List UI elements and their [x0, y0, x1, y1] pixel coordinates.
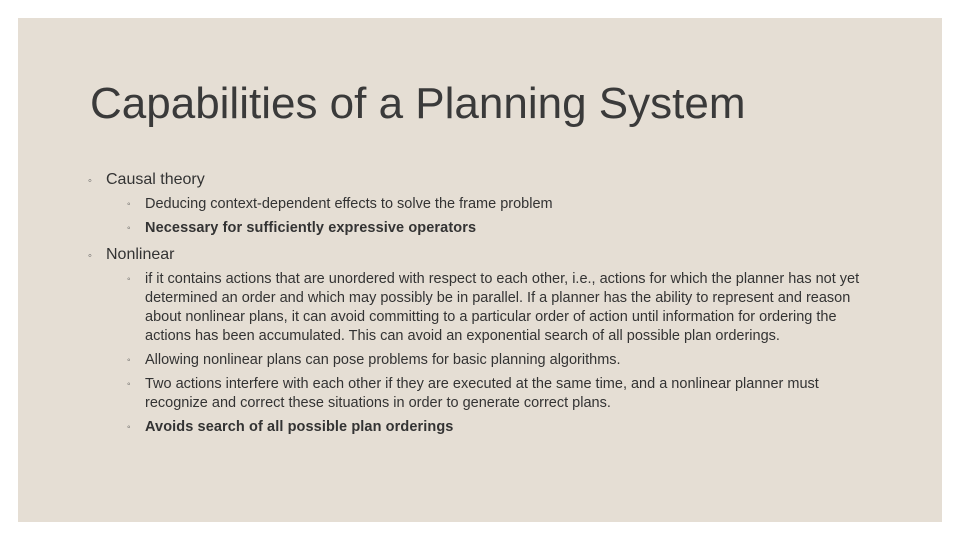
sub-bullet [106, 351, 878, 370]
sub-bullet [106, 195, 878, 214]
section-heading: Causal theory [106, 171, 205, 188]
sub-bullet-text: Necessary for sufficiently expressive operators [145, 220, 477, 236]
bullet-icon: ◦ [127, 199, 131, 210]
sub-bullet [106, 375, 878, 413]
sub-bullet-list [106, 195, 878, 238]
bullet-icon: ◦ [88, 250, 92, 262]
slide [18, 18, 942, 522]
section-nonlinear [88, 243, 878, 437]
bullet-list [88, 168, 878, 437]
sub-bullet-text: if it contains actions that are unordered with respect to each other, i.e., actions for which the planner has not yet determined an order and which may possibly be in parallel. If a planner has the ability to represent and reason about nonlinear plans, it can avoid committing to a particular order of action until information for ordering the actions has been accumulated. This can avoid an exponential search of all possible plan orderings. [145, 271, 860, 344]
section-causal-theory [88, 168, 878, 238]
sub-bullet-text: Avoids search of all possible plan orderings [145, 419, 454, 435]
bullet-icon: ◦ [127, 223, 131, 234]
bullet-icon: ◦ [127, 422, 131, 433]
sub-bullet [106, 219, 878, 238]
section-heading: Nonlinear [106, 246, 175, 263]
slide-body [88, 168, 878, 442]
sub-bullet-list [106, 270, 878, 437]
sub-bullet [106, 270, 878, 346]
sub-bullet-text: Allowing nonlinear plans can pose problems for basic planning algorithms. [145, 352, 621, 368]
bullet-icon: ◦ [127, 355, 131, 366]
sub-bullet-text: Deducing context-dependent effects to solve the frame problem [145, 196, 553, 212]
sub-bullet-text: Two actions interfere with each other if they are executed at the same time, and a nonlinear planner must recognize and correct these situations in order to generate correct plans. [145, 376, 819, 411]
bullet-icon: ◦ [88, 175, 92, 187]
bullet-icon: ◦ [127, 379, 131, 390]
sub-bullet [106, 418, 878, 437]
bullet-icon: ◦ [127, 274, 131, 285]
slide-title: Capabilities of a Planning System [90, 79, 746, 128]
